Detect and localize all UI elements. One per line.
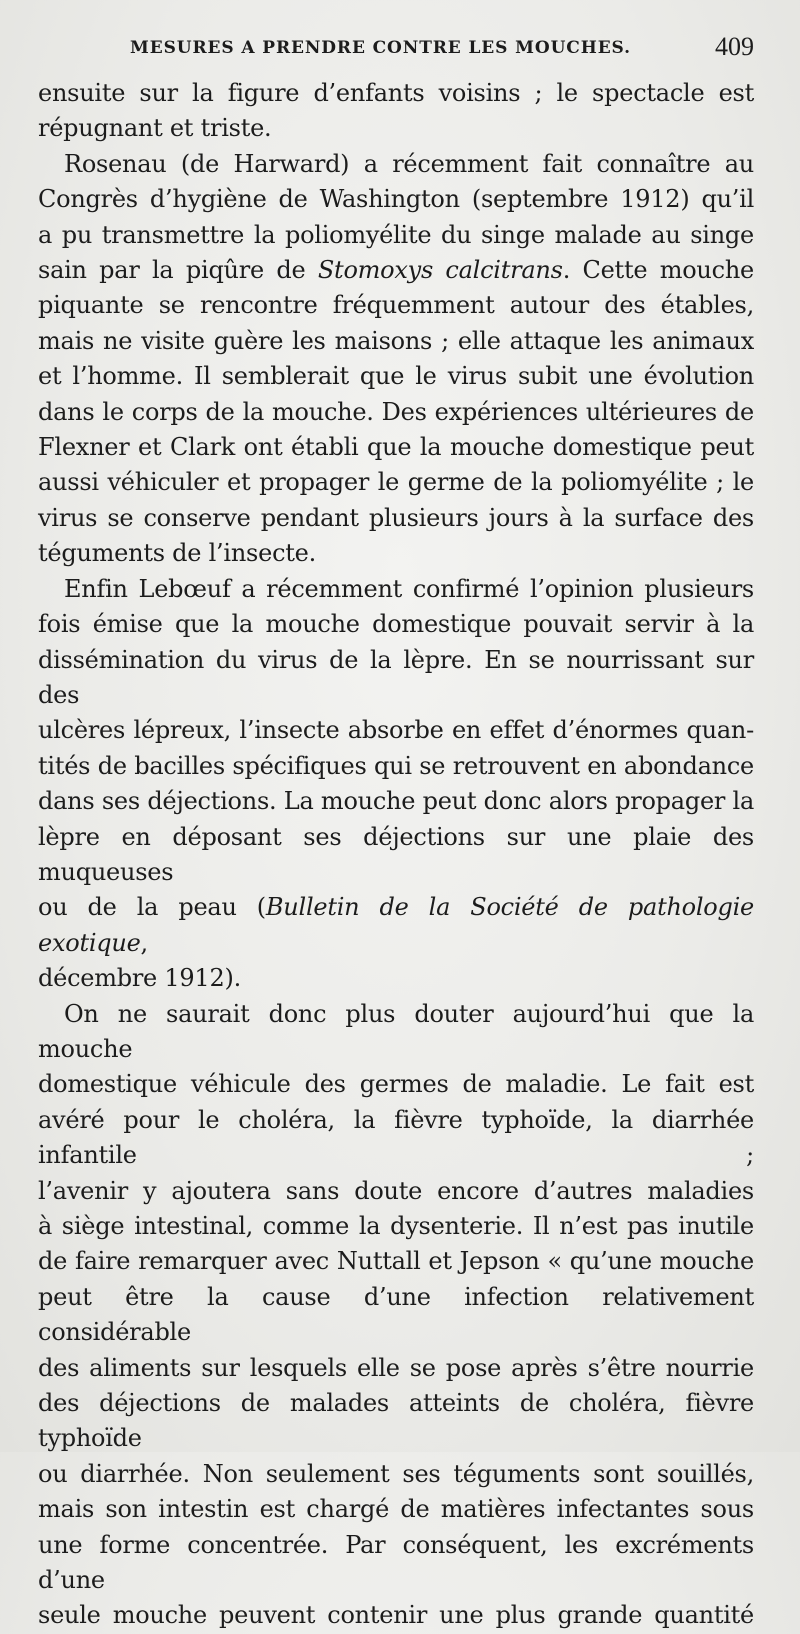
page-number: 409 xyxy=(715,32,754,61)
text-line: une forme concentrée. Par conséquent, les excréments d’une xyxy=(38,1530,754,1595)
text-line: répugnant et triste. xyxy=(38,114,272,143)
text-line: fois émise que la mouche domestique pouvait servir à la xyxy=(38,610,754,639)
text-line: des déjections de malades atteints de choléra, fièvre typhoïde xyxy=(38,1389,754,1453)
text-line: tités de bacilles spécifiques qui se retrouvent en abondance xyxy=(38,751,754,780)
running-title: MESURES A PRENDRE CONTRE LES MOUCHES. xyxy=(130,38,631,58)
text-line: Flexner et Clark ont établi que la mouche domestique peut xyxy=(38,433,754,462)
text-line: domestique véhicule des germes de maladie. Le fait est xyxy=(38,1070,754,1099)
text-line: a pu transmettre la poliomyélite du singe malade au singe xyxy=(38,220,754,249)
text-line: ulcères lépreux, l’insecte absorbe en effet d’énormes quan- xyxy=(38,716,754,745)
text-line: dissémination du virus de la lèpre. En se nourrissant sur des xyxy=(38,645,754,709)
text-line: dans le corps de la mouche. Des expériences ultérieures de xyxy=(38,397,754,426)
text-line: avéré pour le choléra, la fièvre typhoïde, la diarrhée infantile ; xyxy=(38,1105,754,1170)
text-line: de faire remarquer avec Nuttall et Jepson « qu’une mouche xyxy=(38,1247,754,1276)
text-line: ou diarrhée. Non seulement ses téguments sont souillés, xyxy=(38,1459,754,1488)
text-line: peut être la cause d’une infection relativement considérable xyxy=(38,1282,754,1347)
text-line: mais ne visite guère les maisons ; elle attaque les animaux xyxy=(38,326,754,355)
text-line: des aliments sur lesquels elle se pose après s’être nourrie xyxy=(38,1353,754,1382)
text-line: et l’homme. Il semblerait que le virus subit une évolution xyxy=(38,362,754,391)
text-line: piquante se rencontre fréquemment autour des étables, xyxy=(38,291,754,320)
journal-title: Bulletin de la Société de pathologie exotique xyxy=(38,893,754,957)
text-line: aussi véhiculer et propager le germe de la poliomyélite ; le xyxy=(38,468,754,497)
species-name: Stomoxys calcitrans xyxy=(317,256,563,285)
text-line: décembre 1912). xyxy=(38,964,241,993)
text-line: virus se conserve pendant plusieurs jours à la surface des xyxy=(38,503,754,532)
text-line: On ne saurait donc plus douter aujourd’hui que la mouche xyxy=(38,999,754,1063)
text-line: Rosenau (de Harward) a récemment fait connaître au xyxy=(64,149,754,178)
text-line: l’avenir y ajoutera sans doute encore d’autres maladies xyxy=(38,1176,754,1205)
text-line: Congrès d’hygiène de Washington (septembre 1912) qu’il xyxy=(38,185,754,214)
text-line: téguments de l’insecte. xyxy=(38,539,316,568)
text-line xyxy=(38,253,754,288)
running-head xyxy=(38,30,754,70)
body-text xyxy=(38,76,754,1634)
text-run: . Cette mouche xyxy=(562,256,754,285)
text-run: ou de la peau ( xyxy=(38,893,266,922)
text-line xyxy=(38,890,754,961)
text-line: mais son intestin est chargé de matières infectantes sous xyxy=(38,1495,754,1524)
text-run: , xyxy=(140,928,148,957)
text-line: ensuite sur la figure d’enfants voisins ; le spectacle est xyxy=(38,79,754,107)
text-line: dans ses déjections. La mouche peut donc alors propager la xyxy=(38,787,754,816)
text-line: seule mouche peuvent contenir une plus grande quantité xyxy=(38,1601,754,1630)
text-line: à siège intestinal, comme la dysenterie. Il n’est pas inutile xyxy=(38,1212,754,1240)
text-line: lèpre en déposant ses déjections sur une plaie des muqueuses xyxy=(38,822,754,886)
text-line: Enfin Lebœuf a récemment confirmé l’opinion plusieurs xyxy=(64,574,754,603)
text-run: sain par la piqûre de xyxy=(38,256,318,285)
